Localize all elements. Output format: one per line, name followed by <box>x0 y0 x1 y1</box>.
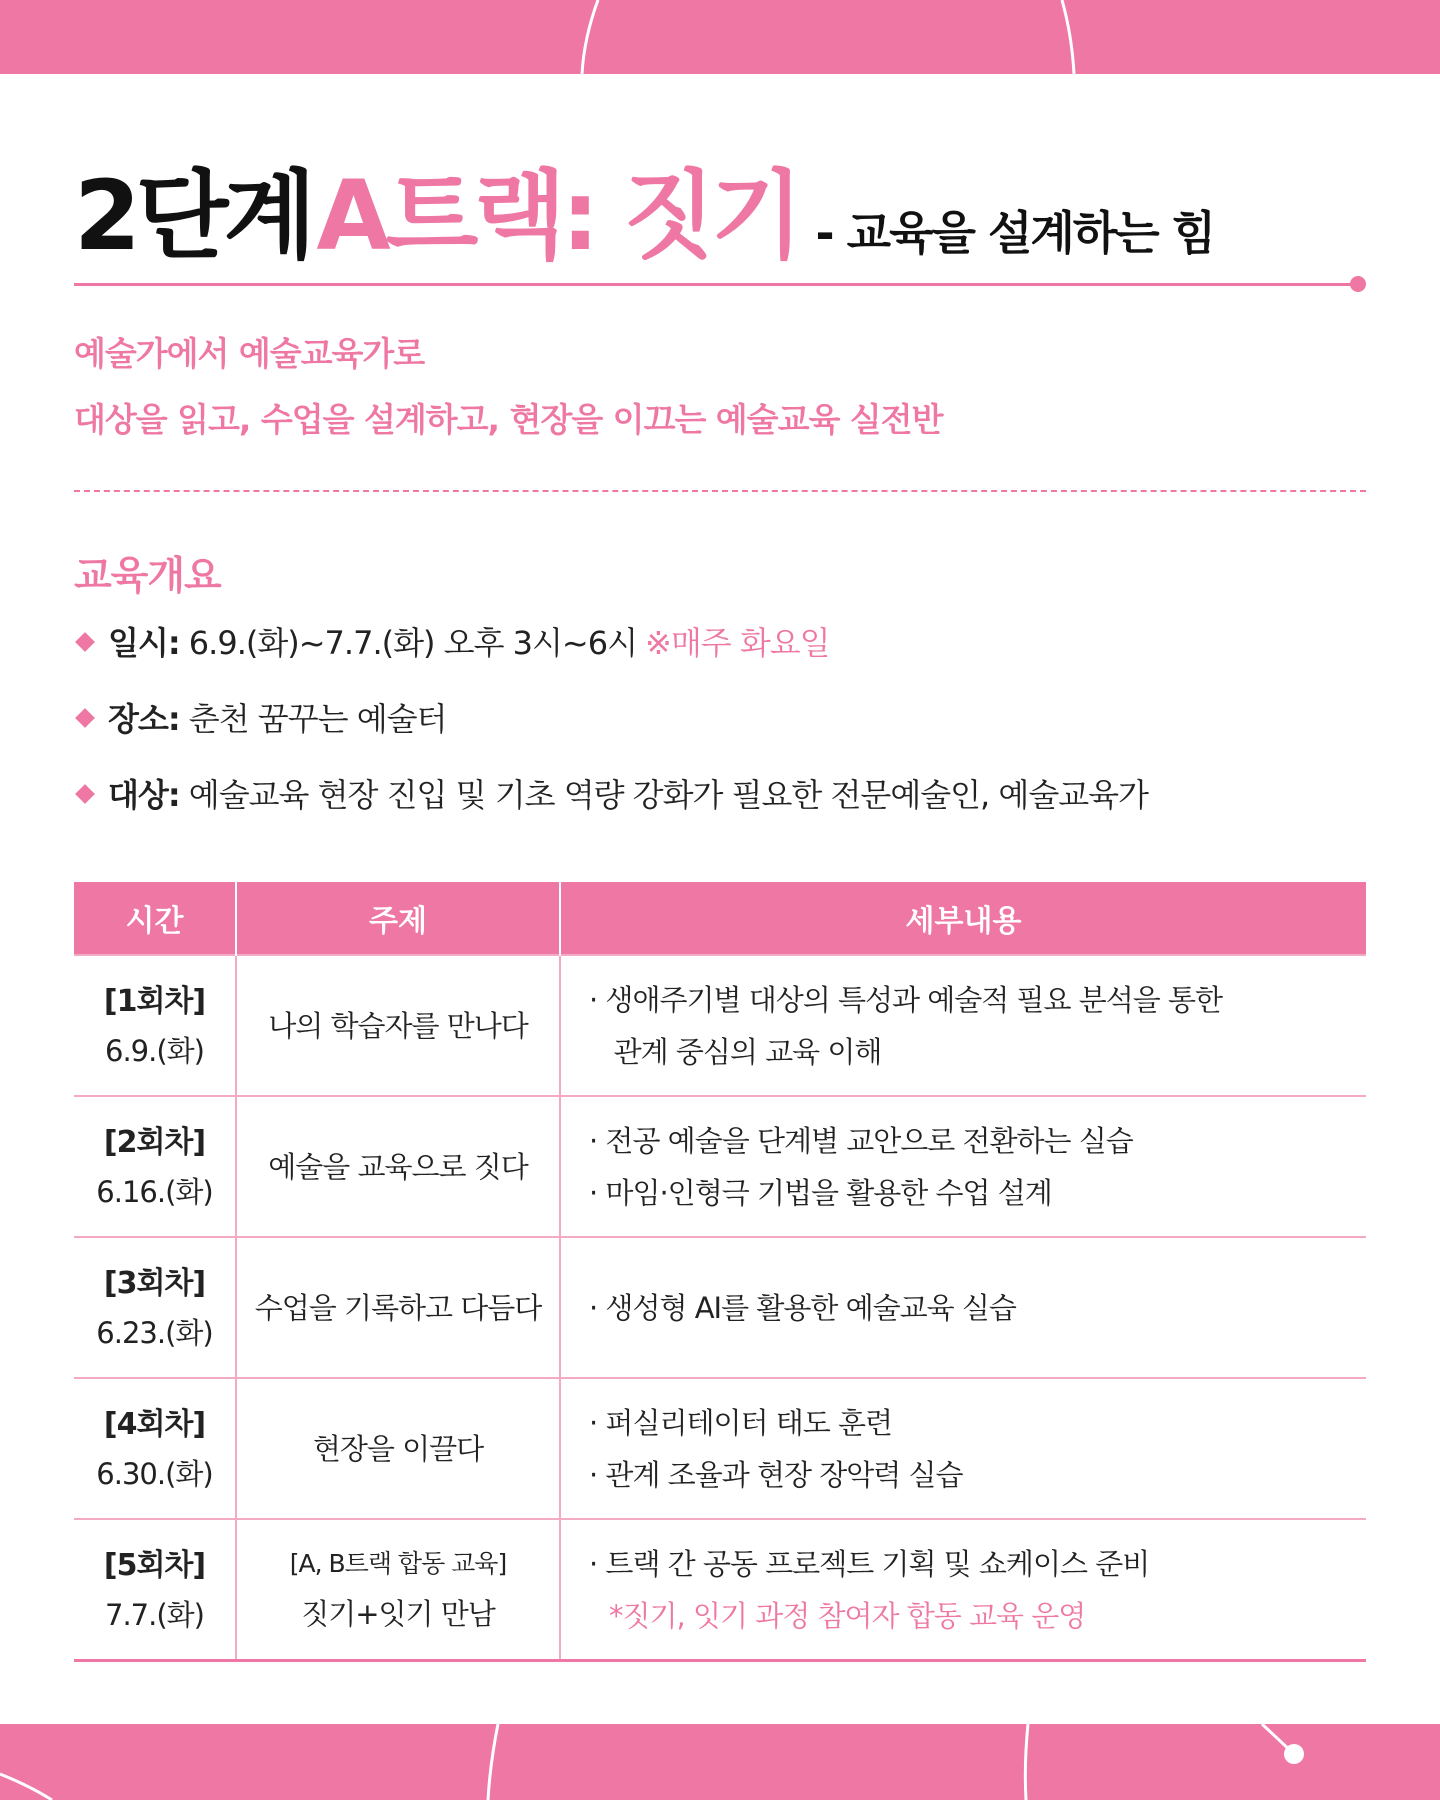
topic-cell <box>236 955 560 1096</box>
session-number: [2회차] <box>103 1124 206 1160</box>
title-subtitle: - 교육을 설계하는 힘 <box>815 206 1215 260</box>
topic-cell <box>236 1237 560 1378</box>
overview-item-place <box>74 694 446 740</box>
bottom-banner <box>0 1724 1440 1800</box>
topic-text: 짓기+잇기 만남 <box>301 1596 495 1631</box>
title-divider <box>74 283 1356 286</box>
topic-text: [A, B트랙 합동 교육] <box>289 1548 507 1578</box>
session-cell <box>74 1096 236 1237</box>
topic-text: 수업을 기록하고 다듬다 <box>254 1290 542 1325</box>
banner-decoration-lines <box>0 1724 1440 1800</box>
divider-dot <box>1350 276 1366 292</box>
detail-line: · 관계 조율과 현장 장악력 실습 <box>589 1457 963 1492</box>
title-track: A트랙: 짓기 <box>316 160 799 272</box>
header-time: 시간 <box>74 882 236 955</box>
overview-title: 교육개요 <box>74 554 221 599</box>
overview-label: 대상: <box>108 776 180 814</box>
detail-line: · 생성형 AI를 활용한 예술교육 실습 <box>589 1290 1016 1325</box>
table-row <box>74 1519 1366 1661</box>
table-row <box>74 1096 1366 1237</box>
overview-label: 장소: <box>108 700 180 738</box>
detail-cell <box>560 1519 1366 1661</box>
detail-note: *짓기, 잇기 과정 참여자 합동 교육 운영 <box>609 1598 1086 1633</box>
page-title <box>74 140 1215 272</box>
overview-item-target <box>74 770 1148 816</box>
topic-cell <box>236 1519 560 1661</box>
table-row <box>74 1237 1366 1378</box>
overview-value: 예술교육 현장 진입 및 기초 역량 강화가 필요한 전문예술인, 예술교육가 <box>188 776 1148 814</box>
session-cell <box>74 1519 236 1661</box>
detail-line: · 전공 예술을 단계별 교안으로 전환하는 실습 <box>589 1123 1133 1158</box>
session-date: 6.16.(화) <box>96 1174 213 1209</box>
session-date: 7.7.(화) <box>105 1597 204 1632</box>
diamond-bullet-icon <box>75 632 95 652</box>
diamond-bullet-icon <box>75 708 95 728</box>
schedule-table <box>74 882 1366 1662</box>
topic-text: 현장을 이끌다 <box>312 1431 484 1466</box>
detail-cell <box>560 1237 1366 1378</box>
title-stage: 2단계 <box>74 160 312 272</box>
topic-cell <box>236 1096 560 1237</box>
session-number: [3회차] <box>103 1265 206 1301</box>
detail-line: · 생애주기별 대상의 특성과 예술적 필요 분석을 통한 <box>589 982 1223 1017</box>
lead-line-2: 대상을 읽고, 수업을 설계하고, 현장을 이끄는 예술교육 실전반 <box>74 400 943 439</box>
session-number: [1회차] <box>103 983 206 1019</box>
topic-text: 예술을 교육으로 짓다 <box>268 1149 528 1184</box>
detail-cell <box>560 1096 1366 1237</box>
banner-decoration-lines <box>0 0 1440 74</box>
overview-item-schedule <box>74 618 830 664</box>
detail-line: · 퍼실리테이터 태도 훈련 <box>589 1405 893 1440</box>
table-header-row <box>74 882 1366 955</box>
session-number: [5회차] <box>103 1547 206 1583</box>
header-topic: 주제 <box>236 882 560 955</box>
diamond-bullet-icon <box>75 784 95 804</box>
session-number: [4회차] <box>103 1406 206 1442</box>
session-date: 6.30.(화) <box>96 1456 213 1491</box>
header-details: 세부내용 <box>560 882 1366 955</box>
lead-line-1: 예술가에서 예술교육가로 <box>74 334 425 373</box>
topic-cell <box>236 1378 560 1519</box>
top-banner <box>0 0 1440 74</box>
detail-cell <box>560 955 1366 1096</box>
overview-value: 6.9.(화)~7.7.(화) 오후 3시~6시 <box>188 624 638 662</box>
overview-label: 일시: <box>108 624 180 662</box>
session-date: 6.23.(화) <box>96 1315 213 1350</box>
detail-line: · 트랙 간 공동 프로젝트 기획 및 쇼케이스 준비 <box>589 1546 1150 1581</box>
overview-value: 춘천 꿈꾸는 예술터 <box>188 700 447 738</box>
overview-note: ※매주 화요일 <box>645 624 830 662</box>
detail-line: · 마임·인형극 기법을 활용한 수업 설계 <box>589 1175 1052 1210</box>
dashed-divider <box>74 490 1366 492</box>
session-cell <box>74 1378 236 1519</box>
topic-text: 나의 학습자를 만나다 <box>268 1008 528 1043</box>
table-row <box>74 955 1366 1096</box>
table-row <box>74 1378 1366 1519</box>
detail-line: 관계 중심의 교육 이해 <box>589 1034 882 1069</box>
session-cell <box>74 955 236 1096</box>
session-date: 6.9.(화) <box>105 1033 204 1068</box>
session-cell <box>74 1237 236 1378</box>
detail-cell <box>560 1378 1366 1519</box>
